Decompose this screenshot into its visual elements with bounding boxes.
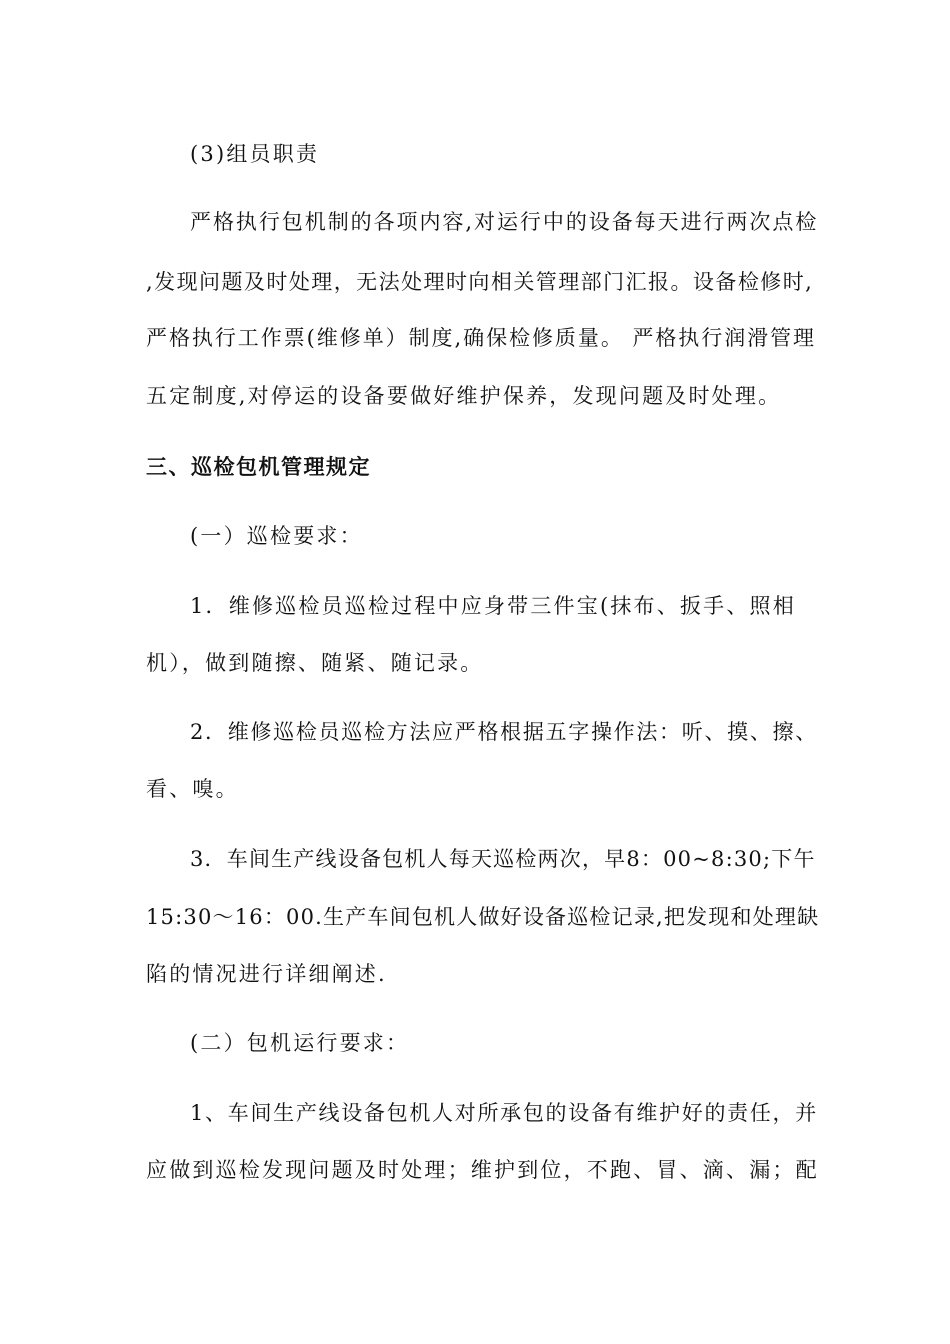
list-item-continuation: 陷的情况进行详细阐述.	[146, 962, 387, 986]
list-item: 1、车间生产线设备包机人对所承包的设备有维护好的责任，并	[190, 1101, 818, 1125]
section-heading: 三、巡检包机管理规定	[146, 455, 371, 479]
list-item-continuation: 机），做到随擦、随紧、随记录。	[146, 651, 484, 675]
subsection-heading: (二）包机运行要求：	[190, 1031, 410, 1055]
subsection-heading: (3)组员职责	[190, 142, 320, 166]
paragraph-line: 严格执行包机制的各项内容,对运行中的设备每天进行两次点检	[190, 210, 819, 234]
list-item-continuation: 应做到巡检发现问题及时处理；维护到位，不跑、冒、滴、漏；配	[146, 1158, 819, 1182]
paragraph-line: 五定制度,对停运的设备要做好维护保养，发现问题及时处理。	[146, 384, 782, 408]
subsection-heading: (一）巡检要求：	[190, 524, 363, 548]
list-item: 2．维修巡检员巡检方法应严格根据五字操作法：听、摸、擦、	[190, 720, 818, 744]
list-item-continuation: 看、嗅。	[146, 777, 239, 801]
list-item: 1．维修巡检员巡检过程中应身带三件宝(抹布、扳手、照相	[190, 594, 796, 618]
list-item: 3．车间生产线设备包机人每天巡检两次，早8：00~8:30;下午	[190, 847, 816, 871]
list-item-continuation: 15:30～16：00.生产车间包机人做好设备巡检记录,把发现和处理缺	[146, 905, 820, 929]
paragraph-line: ,发现问题及时处理，无法处理时向相关管理部门汇报。设备检修时,	[146, 270, 814, 294]
paragraph-line: 严格执行工作票(维修单）制度,确保检修质量。 严格执行润滑管理	[146, 326, 816, 350]
